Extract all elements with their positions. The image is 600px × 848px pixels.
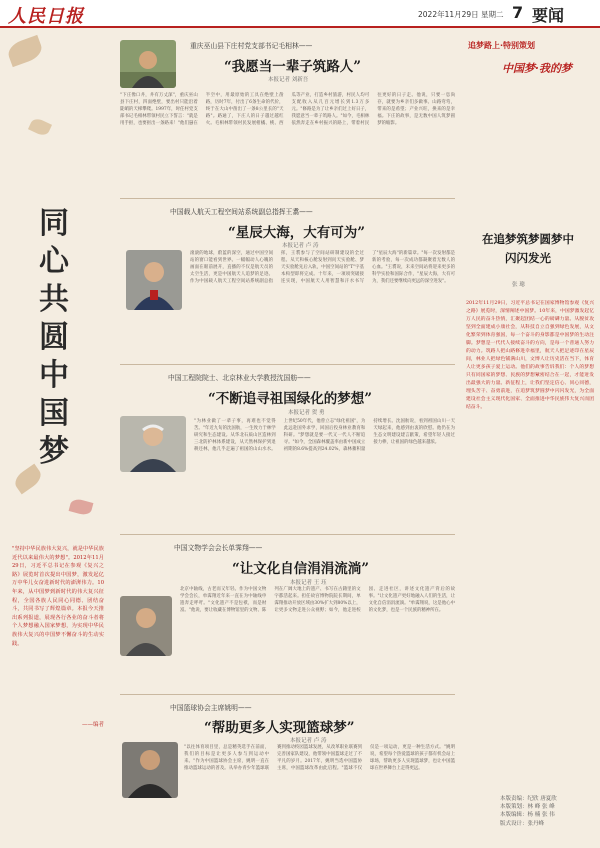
portrait-photo <box>122 742 178 798</box>
article-byline: 本报记者 卢 涛 <box>290 738 327 744</box>
portrait-photo <box>120 416 186 472</box>
article-kicker: 中国工程院院士、北京林业大学教授沈国舫—— <box>168 374 311 382</box>
headline-line: 在追梦筑梦圆梦中 <box>482 232 574 246</box>
divider <box>120 534 455 535</box>
article-headline: “帮助更多人实现篮球梦” <box>204 720 355 736</box>
credit-line: 本版策划：林 峰 张 峰 <box>500 804 555 811</box>
portrait-image <box>126 250 182 310</box>
article-kicker: 中国篮球协会主席姚明—— <box>170 704 252 712</box>
leaf-decoration <box>69 497 94 516</box>
section-title: 要闻 <box>532 6 565 25</box>
article-body: 北京中轴线，古老而又年轻。作为中国文物学会会长，单霁翔近年来一直在为中轴线申遗奔走呼吁。"文化遗产不是包袱，而是财富。"他说，要让收藏在博物馆里的文物、陈列在广阔大地上的遗产、书写在古籍里的文字都活起来。担任故宫博物院院长期间，单霁翔推动开放区域由30%扩大到80%以上，让更多文物走进公众视野；如今，他走进校园、走进社区，讲述文化遗产背后的故事。"让文化遗产更好地融入人们的生活，让文化自信涓涓流淌。"单霁翔说，这是他心中的文化梦，也是一个民族的精神所在。 <box>180 587 455 614</box>
portrait-image <box>120 40 176 88</box>
credit-line: 版式设计：张丹峰 <box>500 820 545 827</box>
commentary-headline <box>462 230 594 268</box>
commentary-body: 2012年11月29日，习近平总书记在国家博物馆参观《复兴之路》展览时，深情阐述中国梦。10年来，中国梦激发起亿万人民的奋斗热情，汇聚起团结一心的磅礴力量。从脱贫攻坚到全面建成小康社会，从科技自立自强到绿色发展，从文化繁荣到体育强国，每一个奋斗的身影都是中国梦的生动注脚。梦想是一代代人接续奋斗的方向，是每一个普通人努力的动力。筑路人把山路修进幸福里，航天人把足迹印在星辰间，林业人把绿色铺满山川，文博人让历史活在当下，体育人让更多孩子爱上运动。他们的故事告诉我们：个人的梦想只有同国家的梦想、民族的梦想紧密结合在一起，才能迸发出最强大的力量。新征程上，让我们坚定信心、同心同德，埋头苦干、奋勇前进，在追梦筑梦圆梦中闪闪发光，为全面建设社会主义现代化国家、全面推进中华民族伟大复兴而团结奋斗。 <box>466 301 594 410</box>
portrait-image <box>122 742 178 798</box>
article-headline: “星辰大海，大有可为” <box>228 225 366 241</box>
issue-date: 2022年11月29日 星期二 <box>418 10 504 19</box>
article-body: "以往体育项目里，总是精英选手在前面，我们的目标是让更多人参与到运动中来。"作为中国篮球协会主席，姚明一直在推动篮球运动的普及。从举办青少年篮球联赛到推动校园篮球发展，从改革职业联赛到完善国家队建设，他带领中国篮球走过了不平凡的岁月。2017年，姚明当选中国篮协主席，中国篮球改革由此启程。"篮球不仅仅是一项运动，更是一种生活方式。"姚明说，希望每个热爱篮球的孩子都有机会站上球场，帮助更多人实现篮球梦，也让中国篮球在世界舞台上走得更远。 <box>184 745 455 772</box>
article-kicker: 中国文物学会会长单霁翔—— <box>174 544 263 552</box>
series-badge: 追梦路上·特别策划 <box>468 41 536 50</box>
leaf-decoration <box>5 35 44 67</box>
credit-line: 本版责编：纪欣 唐夏欣 <box>500 796 557 802</box>
article-byline: 本报记者 刘新吾 <box>268 77 309 83</box>
credit-line: 本版编辑：杨 楠 张 伟 <box>500 812 555 819</box>
article-byline: 本报记者 卢 涛 <box>282 243 319 249</box>
commentary-byline: 张 璁 <box>512 282 525 288</box>
masthead <box>0 0 600 28</box>
portrait-image <box>120 416 186 472</box>
divider <box>120 198 455 199</box>
portrait-photo <box>126 250 182 310</box>
feature-vertical-title <box>36 205 72 471</box>
title-char: 同 <box>39 206 69 241</box>
title-char: 国 <box>39 396 69 431</box>
title-char: 心 <box>39 244 69 279</box>
article-byline: 本报记者 王 珏 <box>290 580 327 586</box>
article-headline: “让文化自信涓涓流淌” <box>232 561 370 577</box>
article-kicker: 重庆巫山县下庄村党支部书记毛相林—— <box>190 42 313 50</box>
title-char: 中 <box>39 358 69 393</box>
article-body: 滚滚的地球，蔚蓝的深空，通过中国空间站的窗口能看到世界。一幅幅动人心魄的画面在眼前展开，直播的不仅是航天员的太空生活，更是中国航天人追梦的足迹。作为中国载人航天工程空间站系统副总指挥，王翥参与了空间站研制建设的全过程。从天和核心舱发射到问天实验舱、梦天实验舱先后入轨，中国空间站的"T"字基本构型即将完成。十年来，一项项突破接连实现，中国航天人用智慧和汗水书写了"星辰大海"的新篇章。"每一次发射都是新的考验，每一次成功都凝聚着无数人的心血。"王翥说，未来空间站将迎来更多的科学实验和国际合作，"星辰大海，大有可为，我们还要继续向更远的深空进发"。 <box>190 251 455 285</box>
page-number: 7 <box>512 3 524 22</box>
calligraphy-title: 中国梦·我的梦 <box>502 62 572 75</box>
article-headline: “我愿当一辈子筑路人” <box>224 59 362 75</box>
article-headline: “不断追寻祖国绿化的梦想” <box>208 391 373 407</box>
feature-intro: "坚持中华民族伟大复兴，就是中华民族近代以来最伟大的梦想"。2012年11月29日，习近平总书记在参观《复兴之路》展览时首次提出中国梦，激发起亿万中华儿女奋进新时代的澎湃伟力。10年来，从中国梦到新时代的伟大复兴征程，全国各族人民同心同德、团结奋斗，共同书写了辉煌篇章。本报今天推出系列报道，展现各行各业的奋斗者将个人梦想融入国家梦想，为实现中华民族伟大复兴的中国梦不懈奋斗的生动实践。 <box>12 546 104 647</box>
newspaper-logo: 人民日报 <box>8 6 84 27</box>
article-byline: 本报记者 贺 勇 <box>288 410 325 416</box>
page-credits <box>500 795 557 828</box>
title-char: 圆 <box>39 320 69 355</box>
article-body: "下庄像口井，井有万丈深"，重庆巫山县下庄村，四面绝壁，要出村只能沿着陡峭的天梯攀爬。1997年，时任村党支部书记毛相林带领村民立下誓言："就是用手抠，也要抠出一条路来！"他们悬在半空中，用最原始的工具在绝壁上凿路，历时7年，付出了6条生命的代价，终于在大山中凿出了一条8公里长的"天路"。路通了，下庄人的日子越过越红火。毛相林带领村民发展柑橘、桃、西瓜等产业，打造乡村旅游，村民人均可支配收入从几百元增长到1.3万多元。"修路是为了让乡亲们过上好日子，我愿意当一辈子筑路人。"如今，毛相林依然奔走在乡村振兴的路上，带着村民往更好的日子走。他说，只要一息尚存，就要为乡亲们多做事。山路弯弯，带来的是希望；产业兴旺，换来的是幸福。下庄的故事，是无数中国人筑梦圆梦的缩影。 <box>120 93 455 127</box>
article-kicker: 中国载人航天工程空间站系统副总指挥王翥—— <box>170 208 313 216</box>
divider <box>120 364 455 365</box>
divider <box>120 694 455 695</box>
title-char: 共 <box>39 282 69 317</box>
leaf-decoration <box>28 116 52 137</box>
headline-line: 闪闪发光 <box>505 251 551 265</box>
title-char: 梦 <box>39 434 69 469</box>
editor-sign: ——编者 <box>82 722 105 728</box>
article-body: "为林业做了一辈子事，再难也不觉得苦。"年近九旬的沈国舫，一生致力于林学研究和生态建设。从华北石质山区造林到三北防护林体系建设，从天然林保护到退耕还林，他几乎走遍了祖国的山山水水。上世纪50年代，他曾立志"绿化祖国"，为此远赴国外求学，回国后投身林业教育和科研。"梦想就是要一代又一代人不断追寻。"如今，全国森林覆盖率由新中国成立初期的8.6%提高到24.02%，森林蓄积量持续增长。沈国舫说，看到祖国山川一天天绿起来，他感到由衷的欣慰。他仍在为生态文明建设建言献策，希望年轻人接过接力棒，让祖国的绿色越来越浓。 <box>194 419 455 453</box>
portrait-image <box>120 596 172 656</box>
portrait-photo <box>120 40 176 88</box>
portrait-photo <box>120 596 172 656</box>
